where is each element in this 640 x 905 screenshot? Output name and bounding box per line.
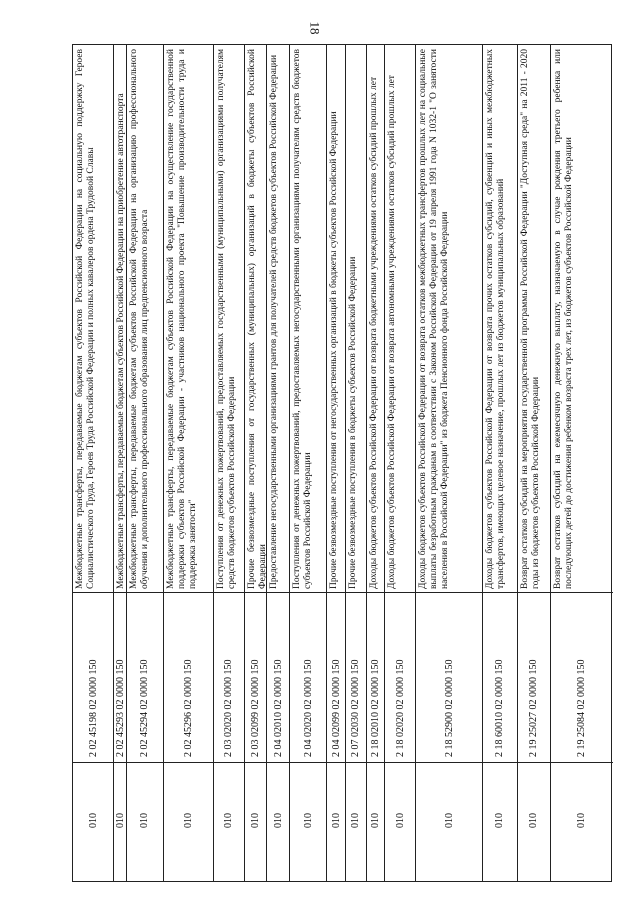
row-description: Прочие безвозмездные поступления от негосударственных организаций в бюджеты субъектов Российской Федерации (329, 111, 340, 589)
row-code: 2 02 45296 02 0000 150 (182, 659, 194, 757)
table-row (267, 45, 290, 881)
row-description: Доходы бюджетов субъектов Российской Федерации от возврата автономными учреждениями остатков субсидий прошлых лет (387, 75, 398, 589)
row-admin-code: 010 (250, 813, 262, 828)
row-description: Поступления от денежных пожертвований, предоставляемых государственными (муниципальными) организациями получателям средств бюджетов субъектов Российской Федерации (215, 49, 237, 589)
row-code: 2 18 02010 02 0000 150 (370, 659, 382, 757)
table-row (245, 45, 268, 881)
table-row (214, 45, 245, 881)
row-admin-code: 010 (394, 813, 406, 828)
row-description: Прочие безвозмездные поступления в бюджеты субъектов Российской Федерации (348, 256, 359, 589)
row-code: 2 18 02020 02 0000 150 (394, 659, 406, 757)
row-description: Поступления от денежных пожертвований, предоставляемых негосударственными организациями получателям средств бюджетов субъектов Российской Федерации (292, 49, 314, 589)
row-description: Межбюджетные трансферты, передаваемые бюджетам субъектов Российской Федерации на осуществление государственной поддержки субъектов Российской Федерации - участников национального проекта "Повышение производительности труда и поддержка занятости" (166, 49, 199, 589)
row-admin-code: 010 (370, 813, 382, 828)
row-code: 2 04 02010 02 0000 150 (272, 659, 284, 757)
row-description: Возврат остатков субсидий на мероприятия государственной программы Российской Федерации "Доступная среда" на 2011 - 2020 годы из бюджетов субъектов Российской Федерации (519, 49, 541, 589)
row-code: 2 19 25084 02 0000 150 (575, 659, 587, 757)
row-description: Доходы бюджетов субъектов Российской Федерации от возврата прочих остатков субсидий, субвенций и иных межбюджетных трансфертов, имеющих целевое назначение, прошлых лет из бюджетов муниципальных образований (484, 49, 506, 589)
row-description: Межбюджетные трансферты, передаваемые бюджетам субъектов Российской Федерации на организацию профессионального обучения и дополнительного профессионального образования лиц предпенсионного возраста (128, 49, 150, 589)
table-row (73, 45, 114, 881)
table-row (367, 45, 386, 881)
row-description: Предоставление негосударственными организациями грантов для получателей средств бюджетов субъектов Российской Федерации (269, 54, 280, 589)
rotated-table (72, 44, 612, 882)
row-admin-code: 010 (139, 813, 151, 828)
row-code: 2 02 45294 02 0000 150 (139, 659, 151, 757)
row-code: 2 04 02099 02 0000 150 (330, 659, 342, 757)
row-admin-code: 010 (350, 813, 362, 828)
row-code: 2 03 02020 02 0000 150 (223, 659, 235, 757)
table-row (164, 45, 214, 881)
row-admin-code: 010 (272, 813, 284, 828)
row-description: Доходы бюджетов субъектов Российской Федерации от возврата бюджетными учреждениями остатков субсидий прошлых лет (368, 76, 379, 589)
row-description: Межбюджетные трансферты, передаваемые бюджетам субъектов Российской Федерации на социальную поддержку Героев Социалистического Труда, Героев Труда Российской Федерации и полных кавалеров ордена Трудовой Славы (75, 49, 96, 589)
table-row (114, 45, 126, 881)
table-row (127, 45, 164, 881)
row-code: 2 04 02020 02 0000 150 (302, 659, 314, 757)
row-admin-code: 010 (443, 813, 455, 828)
table-row (483, 45, 518, 881)
row-admin-code: 010 (115, 813, 127, 828)
row-admin-code: 010 (575, 813, 587, 828)
row-code: 2 07 02030 02 0000 150 (350, 659, 362, 757)
row-admin-code: 010 (302, 813, 314, 828)
row-admin-code: 010 (330, 813, 342, 828)
table-row (551, 45, 613, 881)
row-code: 2 18 60010 02 0000 150 (494, 659, 506, 757)
row-description: Доходы бюджетов субъектов Российской Федерации от возврата остатков межбюджетных трансфертов прошлых лет на социальные выплаты безработным гражданам в соответствии с Законом Российской Федерации от 19 апреля 1991 года N 1032-1 "О занятости населения в Российской Федерации" из бюджета Пенсионного фонда Российской Федерации (418, 49, 451, 589)
table-body (73, 45, 611, 881)
row-description: Межбюджетные трансферты, передаваемые бюджетам субъектов Российской Федерации на приобретение автотранспорта (116, 93, 127, 589)
row-admin-code: 010 (87, 813, 99, 828)
table-row (346, 45, 367, 881)
table-row (518, 45, 551, 881)
table-row (327, 45, 346, 881)
table-row (385, 45, 416, 881)
table-row (416, 45, 482, 881)
row-admin-code: 010 (528, 813, 540, 828)
row-code: 2 03 02099 02 0000 150 (250, 659, 262, 757)
page-number: 18 (307, 21, 323, 35)
row-code: 2 18 52900 02 0000 150 (443, 659, 455, 757)
table-row (290, 45, 327, 881)
row-admin-code: 010 (223, 813, 235, 828)
row-admin-code: 010 (182, 813, 194, 828)
row-code: 2 02 45293 02 0000 150 (115, 659, 127, 757)
row-code: 2 19 25027 02 0000 150 (528, 659, 540, 757)
row-description: Прочие безвозмездные поступления от государственных (муниципальных) организаций в бюджеты субъектов Российской Федерации (246, 49, 268, 589)
row-admin-code: 010 (494, 813, 506, 828)
row-code: 2 02 45198 02 0000 150 (87, 659, 99, 757)
row-description: Возврат остатков субсидий на ежемесячную денежную выплату, назначаемую в случае рождения третьего ребенка или последующих детей до достижения ребенком возраста трех лет, из бюджетов субъектов Российской Федерации (552, 49, 574, 589)
